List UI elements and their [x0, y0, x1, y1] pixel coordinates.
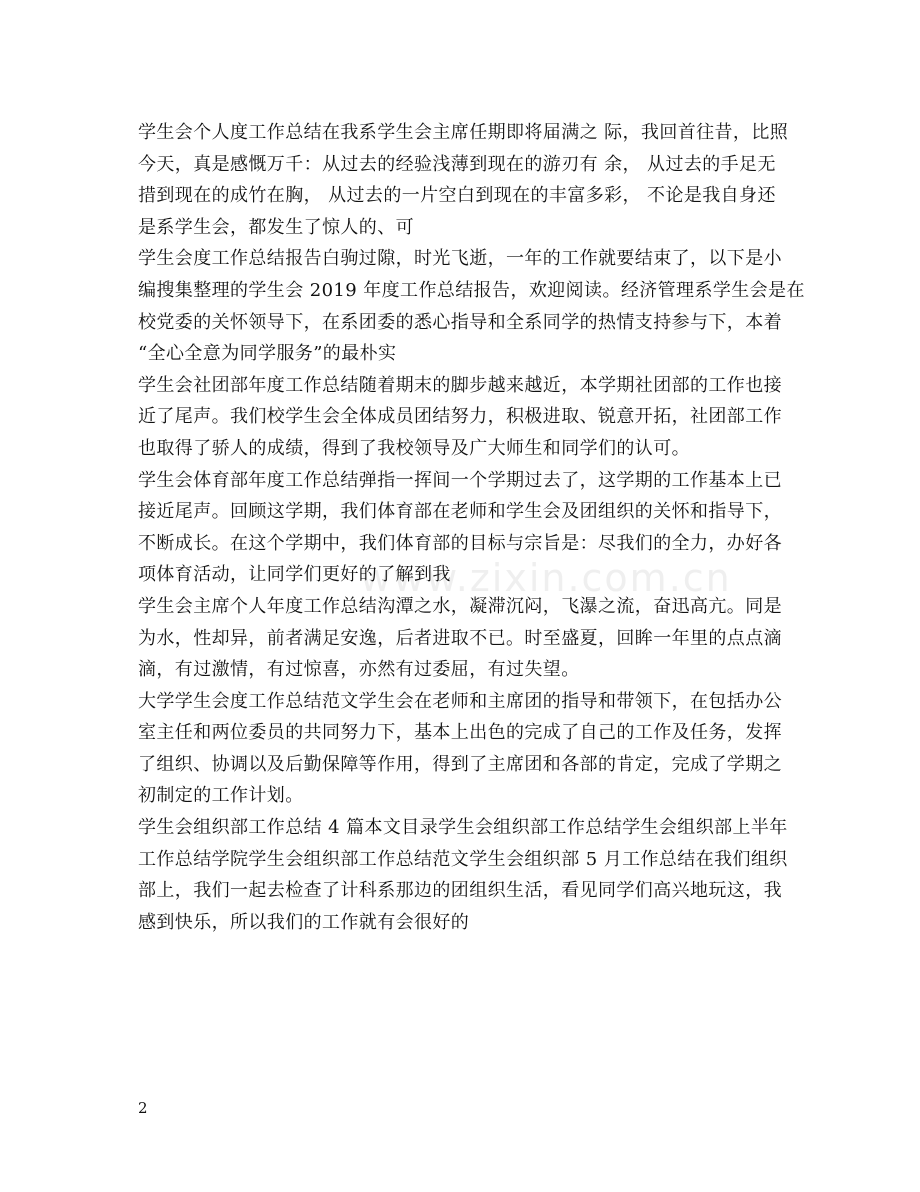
document-body: [138, 117, 805, 938]
text-line: 工作总结学院学生会组织部工作总结范文学生会组织部 5 月工作总结在我们组织: [138, 848, 788, 870]
text-line: 大学学生会度工作总结范文学生会在老师和主席团的指导和带领下，在包括办公: [138, 690, 782, 712]
text-line: 校党委的关怀领导下，在系团委的悉心指导和全系同学的热情支持参与下，本着: [138, 311, 782, 333]
text-line: 措到现在的成竹在胸， 从过去的一片空白到现在的丰富多彩， 不论是我自身还: [138, 185, 776, 207]
text-line: 不断成长。在这个学期中，我们体育部的目标与宗旨是：尽我们的全力，办好各: [138, 532, 782, 554]
paragraph: [138, 243, 805, 369]
text-line: 项体育活动，让同学们更好的了解到我: [138, 564, 451, 586]
text-line: 学生会社团部年度工作总结随着期末的脚步越来越近，本学期社团部的工作也接: [138, 374, 782, 396]
text-line: 今天，真是感慨万千：从过去的经验浅薄到现在的游刃有 余， 从过去的手足无: [138, 153, 776, 175]
paragraph: [138, 117, 792, 243]
paragraph: [138, 591, 792, 686]
paragraph: [138, 370, 792, 465]
text-line: 室主任和两位委员的共同努力下，基本上出色的完成了自己的工作及任务，发挥: [138, 722, 782, 744]
page-number: 2: [138, 1099, 148, 1117]
text-line: 感到快乐，所以我们的工作就有会很好的: [138, 911, 470, 933]
text-line: 学生会度工作总结报告白驹过隙，时光飞逝，一年的工作就要结束了，以下是小: [138, 248, 782, 270]
text-line: 学生会个人度工作总结在我系学生会主席任期即将届满之 际，我回首往昔，比照: [138, 122, 789, 143]
text-line: 学生会主席个人年度工作总结沟潭之水，凝滞沉闷，飞瀑之流，奋迅高亢。同是: [138, 595, 782, 617]
paragraph: [138, 465, 792, 591]
text-line: 学生会体育部年度工作总结弹指一挥间一个学期过去了，这学期的工作基本上已: [138, 469, 782, 491]
paragraph: [138, 686, 792, 812]
text-line: “全心全意为同学服务”的最朴实: [138, 343, 397, 365]
text-line: 是系学生会，都发生了惊人的、可: [138, 216, 414, 238]
text-line: 了组织、协调以及后勤保障等作用，得到了主席团和各部的肯定，完成了学期之: [138, 753, 782, 775]
text-line: 也取得了骄人的成绩，得到了我校领导及广大师生和同学们的认可。: [138, 437, 690, 459]
text-line: 部上，我们一起去检查了计科系那边的团组织生活，看见同学们高兴地玩这，我: [138, 880, 782, 902]
text-line: 初制定的工作计划。: [138, 785, 304, 807]
text-line: 接近尾声。回顾这学期，我们体育部在老师和学生会及团组织的关怀和指导下，: [138, 501, 782, 523]
text-line: 编搜集整理的学生会 2019 年度工作总结报告，欢迎阅读。经济管理系学生会是在: [138, 279, 805, 301]
text-line: 学生会组织部工作总结 4 篇本文目录学生会组织部工作总结学生会组织部上半年: [138, 817, 788, 839]
text-line: 近了尾声。我们校学生会全体成员团结努力，积极进取、锐意开拓，社团部工作: [138, 406, 782, 428]
text-line: 滴，有过激情，有过惊喜，亦然有过委屈，有过失望。: [138, 659, 580, 681]
paragraph: [138, 812, 792, 938]
text-line: 为水，性却异，前者满足安逸，后者进取不已。时至盛夏，回眸一年里的点点滴: [138, 627, 782, 649]
watermark: www.zixin.com.cn: [360, 556, 732, 600]
